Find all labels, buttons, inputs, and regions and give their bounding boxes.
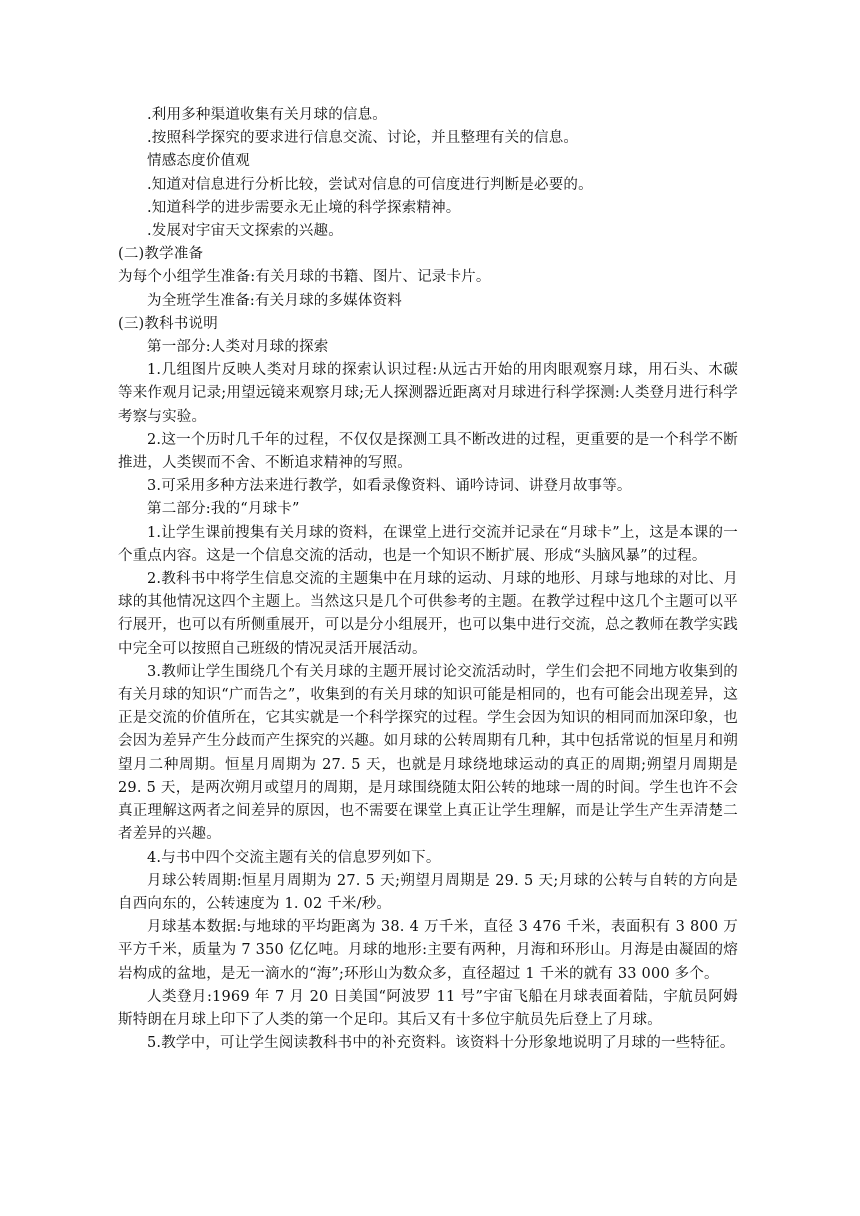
paragraph: 第二部分:我的“月球卡” — [147, 501, 300, 518]
paragraph: .知道科学的进步需要永无止境的科学探索精神。 — [147, 199, 461, 216]
paragraph: .利用多种渠道收集有关月球的信息。 — [147, 107, 388, 123]
paragraph: 5.教学中，可让学生阅读教科书中的补充资料。该资料十分形象地说明了月球的一些特征。 — [147, 1035, 735, 1052]
paragraph: 情感态度价值观 — [147, 153, 250, 170]
paragraph: (三)教科书说明 — [118, 315, 218, 332]
paragraph: 为全班学生准备:有关月球的多媒体资料 — [147, 292, 402, 309]
paragraph: 4.与书中四个交流主题有关的信息罗列如下。 — [147, 849, 441, 866]
paragraph: 第一部分:人类对月球的探索 — [147, 339, 329, 356]
paragraph: 3.可采用多种方法来进行教学，如看录像资料、诵吟诗词、讲登月故事等。 — [147, 478, 632, 495]
paragraph: 月球公转周期:恒星月周期为 27. 5 天;朔望月周期是 29. 5 天;月球的公转与自转的方向是自西向东的，公转速度为 1. 02 千米/秒。 — [118, 872, 738, 912]
paragraph: .发展对宇宙天文探索的兴趣。 — [147, 223, 343, 240]
paragraph: 2.这一个历时几千年的过程，不仅仅是探测工具不断改进的过程，更重要的是一个科学不断推进，人类锲而不舍、不断追求精神的写照。 — [118, 431, 738, 472]
paragraph: 人类登月:1969 年 7 月 20 日美国“阿波罗 11 号”宇宙飞船在月球表面着陆，宇航员阿姆斯特朗在月球上印下了人类的第一个足印。其后又有十多位宇航员先后登上了月球。 — [118, 988, 738, 1028]
paragraph: 1.让学生课前搜集有关月球的资料，在课堂上进行交流并记录在“月球卡”上，这是本课的一个重点内容。这是一个信息交流的活动，也是一个知识不断扩展、形成“头脑风暴”的过程。 — [118, 524, 738, 564]
paragraph: 1.几组图片反映人类对月球的探索认识过程:从远古开始的用肉眼观察月球，用石头、木碳等来作观月记录;用望远镜来观察月球;无人探测器近距离对月球进行科学探测:人类登月进行科学考察与实验。 — [118, 362, 738, 425]
paragraph: 月球基本数据:与地球的平均距离为 38. 4 万千米，直径 3 476 千米，表面积有 3 800 万平方千米，质量为 7 350 亿亿吨。月球的地形:主要有两种，月海和环形山。月海是由凝固的熔岩构成的盆地，是无一滴水的“海”;环形山为数众多，直径超过 1 千米的就有 33 000 多个。 — [118, 919, 738, 982]
paragraph: 2.教科书中将学生信息交流的主题集中在月球的运动、月球的地形、月球与地球的对比、月球的其他情况这四个主题上。当然这只是几个可供参考的主题。在教学过程中这几个主题可以平行展开，也可以有所侧重展开，可以是分小组展开，也可以集中进行交流，总之教师在教学实践中完全可以按照自己班级的情况灵活开展活动。 — [118, 571, 738, 657]
paragraph: .知道对信息进行分析比较，尝试对信息的可信度进行判断是必要的。 — [147, 176, 593, 193]
document-body — [118, 104, 738, 1055]
paragraph: (二)教学准备 — [118, 246, 204, 263]
paragraph: 为每个小组学生准备:有关月球的书籍、图片、记录卡片。 — [118, 269, 491, 286]
paragraph: .按照科学探究的要求进行信息交流、讨论，并且整理有关的信息。 — [147, 130, 579, 147]
paragraph: 3.教师让学生围绕几个有关月球的主题开展讨论交流活动时，学生们会把不同地方收集到的有关月球的知识“广而告之”，收集到的有关月球的知识可能是相同的，也有可能会出现差异，这正是交流的价值所在，它其实就是一个科学探究的过程。学生会因为知识的相同而加深印象，也会因为差异产生分歧而产生探究的兴趣。如月球的公转周期有几种，其中包括常说的恒星月和朔望月二种周期。恒星月周期为 27. 5 天，也就是月球绕地球运动的真正的周期;朔望月周期是 29. 5 天，是两次朔月或望月的周期，是月球围绕随太阳公转的地球一周的时间。学生也许不会真正理解这两者之间差异的原因，也不需要在课堂上真正让学生理解，而是让学生产生弄清楚二者差异的兴趣。 — [118, 663, 738, 843]
